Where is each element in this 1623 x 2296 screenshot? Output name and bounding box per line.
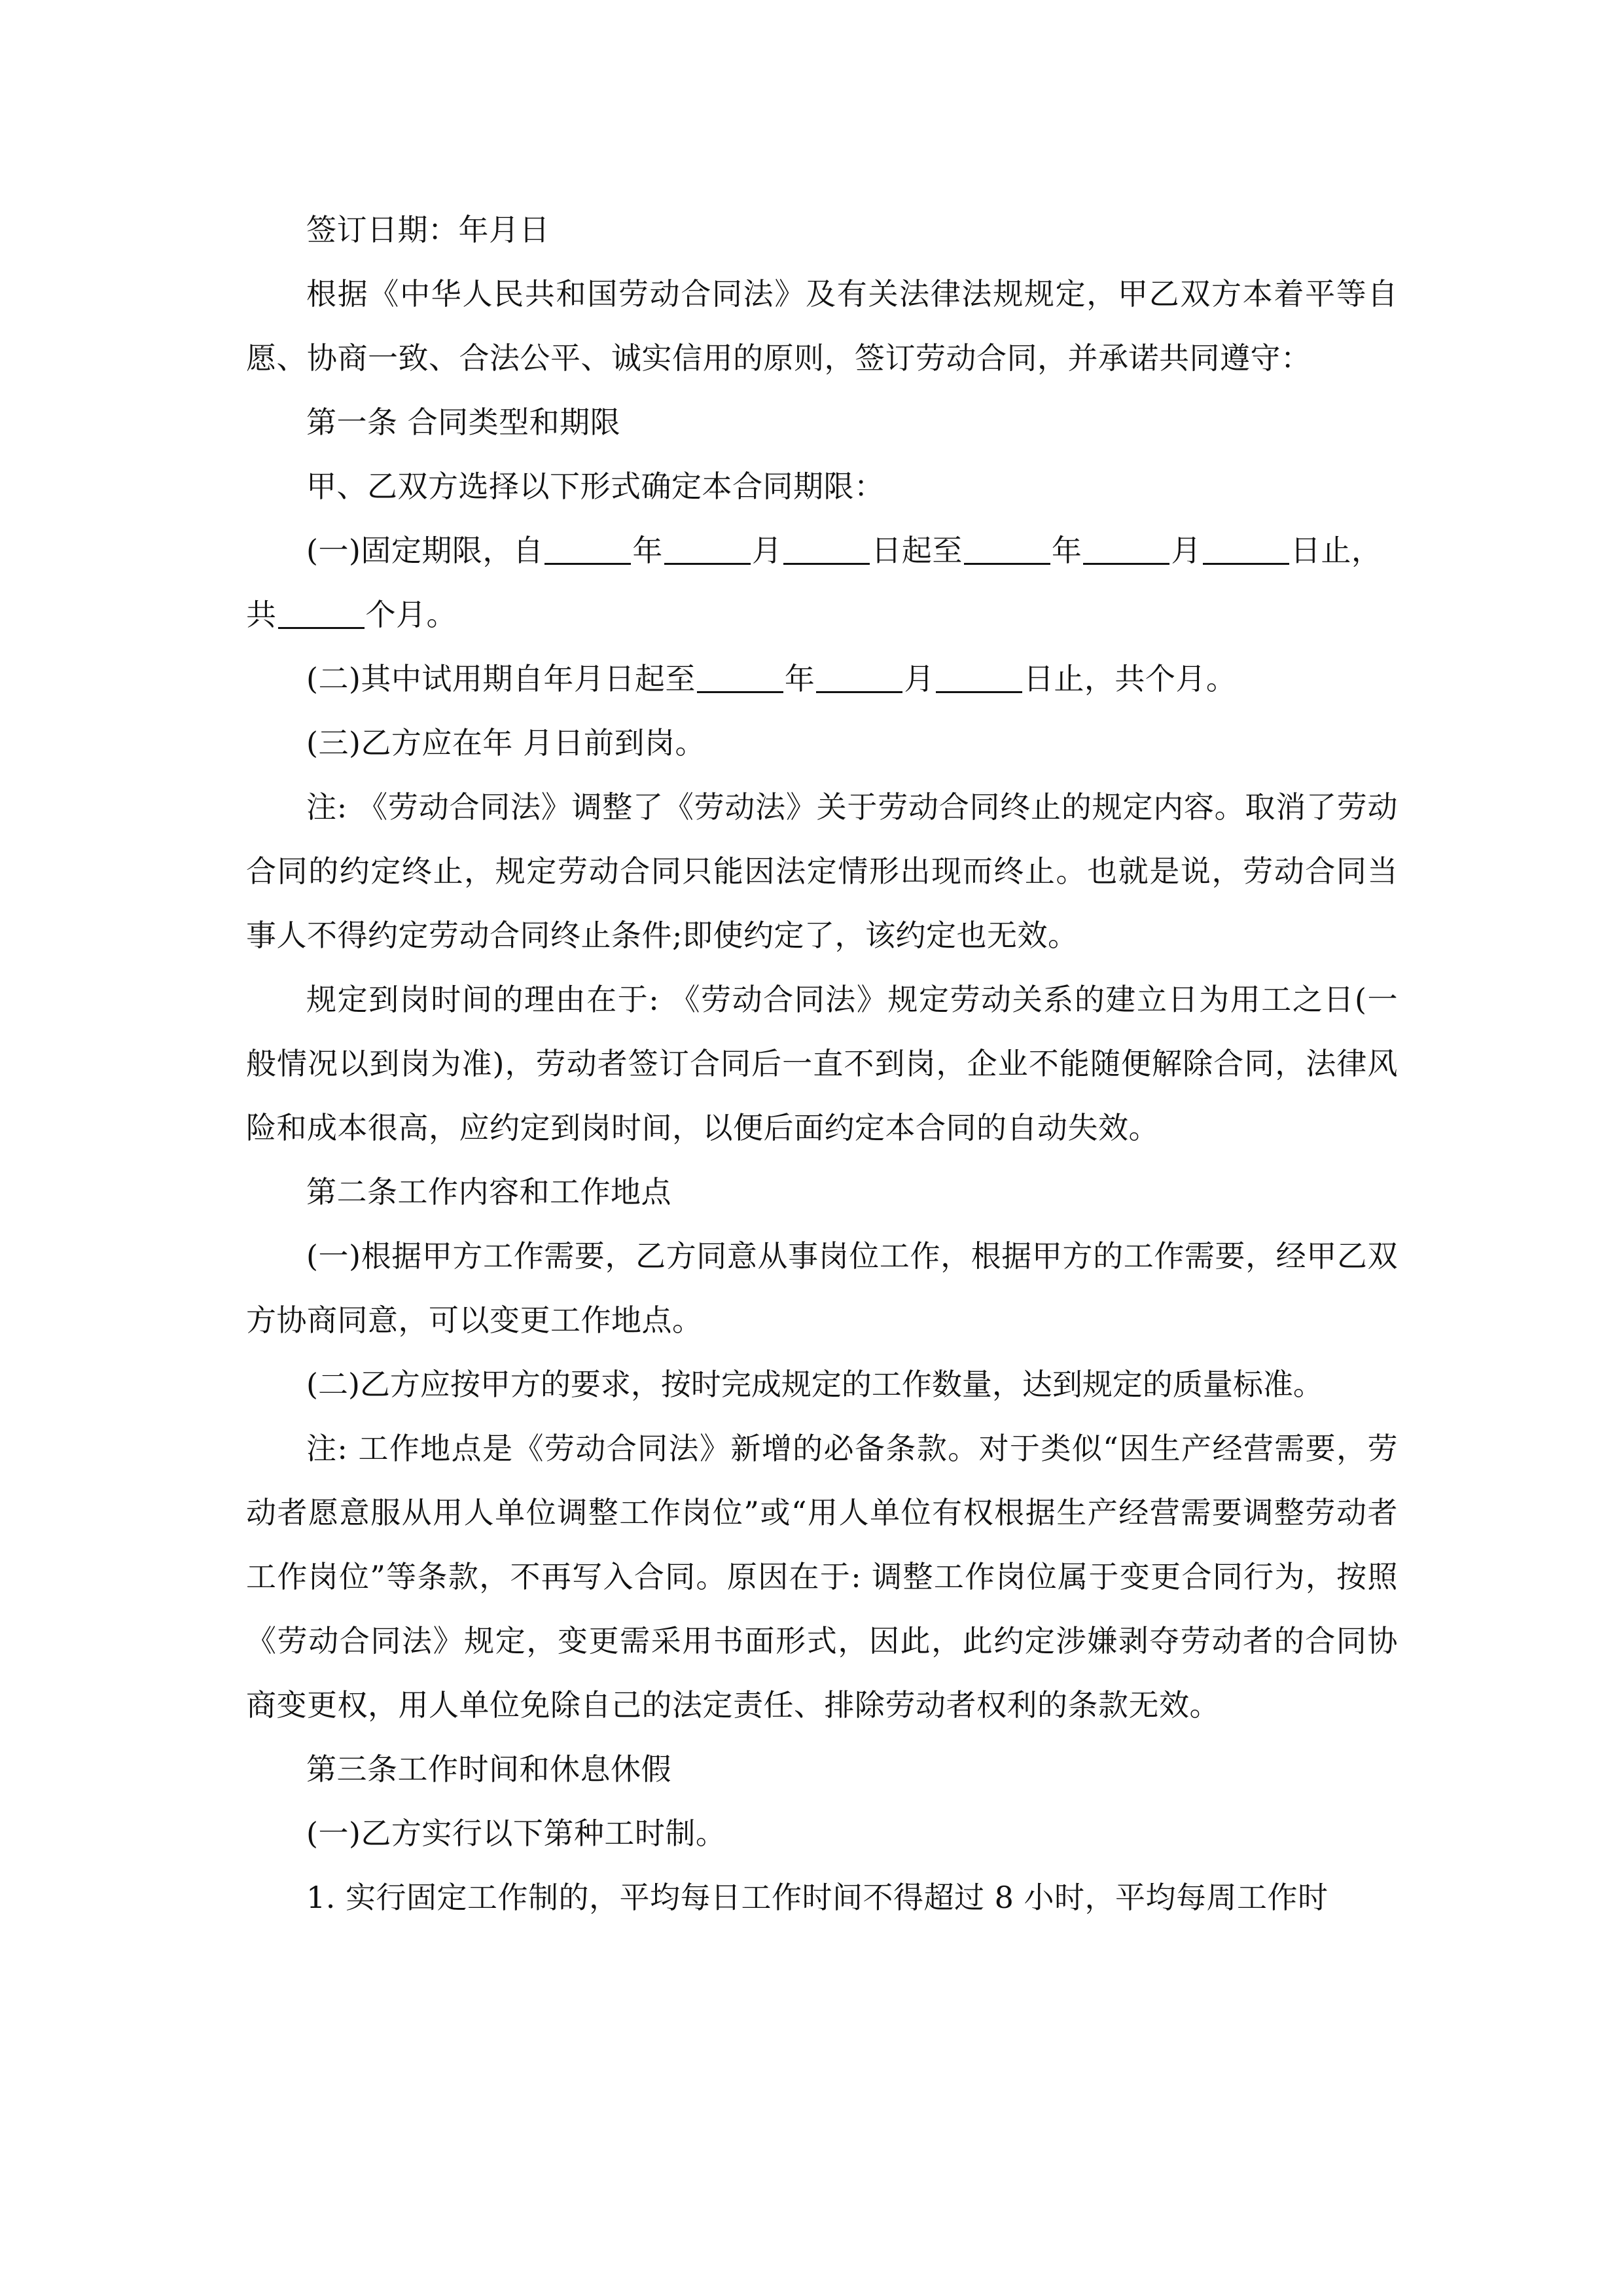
year-label: 年 (632, 533, 663, 568)
fill-blank[interactable] (1083, 562, 1169, 565)
article3-heading: 第三条工作时间和休息休假 (306, 1751, 671, 1787)
probation-prefix: (二)其中试用期自年月日起至 (306, 661, 696, 696)
item1-prefix: (一)固定期限，自 (306, 533, 544, 568)
probation-suffix: 日止，共个月。 (1023, 661, 1237, 696)
fill-blank[interactable] (664, 562, 751, 565)
month-label: 月 (904, 661, 935, 696)
fill-blank[interactable] (697, 691, 783, 693)
fill-blank[interactable] (936, 691, 1022, 693)
article1-intro: 甲、乙双方选择以下形式确定本合同期限： (306, 469, 885, 504)
preamble-paragraph: 根据《中华人民共和国劳动合同法》及有关法律法规规定，甲乙双方本着平等自愿、协商一致、合法公平、诚实信用的原则，签订劳动合同，并承诺共同遵守： (246, 276, 1398, 376)
year-label: 年 (1051, 533, 1082, 568)
fill-blank[interactable] (1203, 562, 1289, 565)
article1-item1-line1 (246, 518, 1398, 583)
month-label: 月 (751, 533, 783, 568)
fill-blank[interactable] (544, 562, 631, 565)
article3-item1-1: 1. 实行固定工作制的，平均每日工作时间不得超过 8 小时，平均每周工作时 (306, 1880, 1329, 1915)
day-label: 日起至 (871, 533, 963, 568)
fill-blank[interactable] (278, 626, 365, 629)
year-label: 年 (784, 661, 815, 696)
fill-blank[interactable] (783, 562, 870, 565)
contract-body (246, 198, 1398, 1929)
article1-note2: 规定到岗时间的理由在于: 《劳动合同法》规定劳动关系的建立日为用工之日(一般情况以到岗为准)，劳动者签订合同后一直不到岗，企业不能随便解除合同，法律风险和成本很高，应约定到岗时间，以便后面约定本合同的自动失效。 (246, 982, 1398, 1145)
article3-item1: (一)乙方实行以下第种工时制。 (306, 1816, 726, 1851)
total-prefix: 共 (246, 597, 277, 632)
months-label: 个月。 (365, 597, 457, 632)
article1-note1: 注: 《劳动合同法》调整了《劳动法》关于劳动合同终止的规定内容。取消了劳动合同的约定终止，规定劳动合同只能因法定情形出现而终止。也就是说，劳动合同当事人不得约定劳动合同终止条件;即使约定了，该约定也无效。 (246, 789, 1398, 953)
article2-item2: (二)乙方应按甲方的要求，按时完成规定的工作数量，达到规定的质量标准。 (306, 1367, 1323, 1402)
article2-heading: 第二条工作内容和工作地点 (306, 1174, 671, 1210)
article1-item1-line2 (246, 583, 1398, 647)
article1-item2 (246, 647, 1398, 711)
article2-note: 注: 工作地点是《劳动合同法》新增的必备条款。对于类似“因生产经营需要，劳动者愿意服从用人单位调整工作岗位”或“用人单位有权根据生产经营需要调整劳动者工作岗位”等条款，不再写入合同。原因在于: 调整工作岗位属于变更合同行为，按照《劳动合同法》规定，变更需采用书面形式，因此，此约定涉嫌剥夺劳动者的合同协商变更权，用人单位免除自己的法定责任、排除劳动者权利的条款无效。 (246, 1431, 1398, 1723)
month-label: 月 (1171, 533, 1202, 568)
article2-item1: (一)根据甲方工作需要，乙方同意从事岗位工作，根据甲方的工作需要，经甲乙双方协商同意，可以变更工作地点。 (246, 1238, 1398, 1338)
fill-blank[interactable] (816, 691, 902, 693)
article1-item3: (三)乙方应在年 月日前到岗。 (306, 725, 706, 761)
day-label: 日止， (1290, 533, 1382, 568)
fill-blank[interactable] (964, 562, 1050, 565)
signing-date: 签订日期：年月日 (306, 212, 550, 247)
article1-heading: 第一条 合同类型和期限 (306, 404, 621, 440)
